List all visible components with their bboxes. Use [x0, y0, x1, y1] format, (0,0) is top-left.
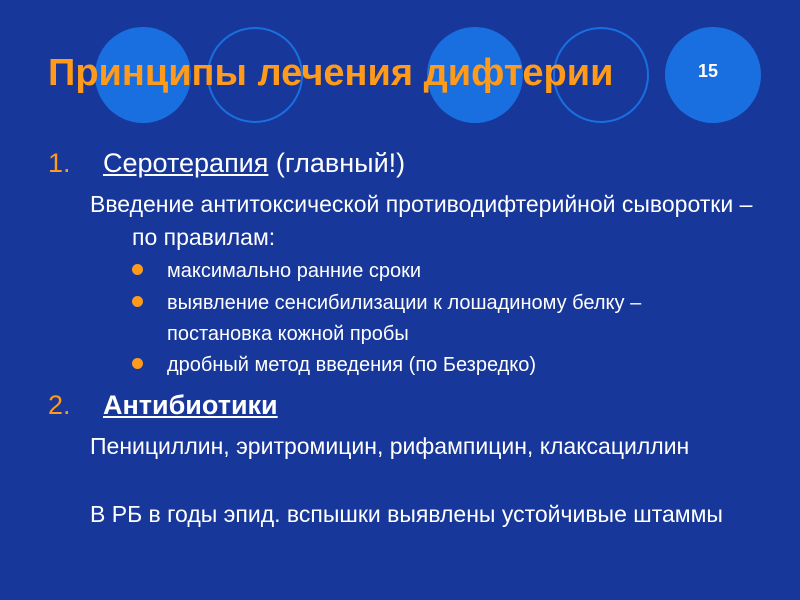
page-number: 15	[698, 61, 719, 81]
item-heading-note: (главный!)	[275, 148, 406, 178]
bullet-dot-icon	[132, 358, 143, 369]
item-number: 1.	[48, 148, 71, 178]
slide-title: Принципы лечения дифтерии	[48, 52, 614, 94]
bullet-dot-icon	[132, 264, 143, 275]
item-heading: Антибиотики	[103, 390, 278, 420]
item-heading: Серотерапия	[103, 148, 269, 178]
bullet-dot-icon	[132, 296, 143, 307]
item-paragraph: В РБ в годы эпид. вспышки выявлены устойчивые штаммы	[90, 501, 723, 527]
item-heading-row	[103, 148, 405, 179]
item-description: Введение антитоксической противодифтерийной сыворотки – по правилам:	[90, 191, 753, 250]
item-number: 2.	[48, 390, 71, 420]
list-item-text: дробный метод введения (по Безредко)	[167, 354, 537, 376]
list-item-text: выявление сенсибилизации к лошадиному белку – постановка кожной пробы	[167, 292, 642, 345]
item-heading-row	[103, 390, 278, 421]
item-paragraph: Пенициллин, эритромицин, рифампицин, клаксациллин	[90, 433, 690, 459]
list-item-text: максимально ранние сроки	[167, 260, 422, 282]
